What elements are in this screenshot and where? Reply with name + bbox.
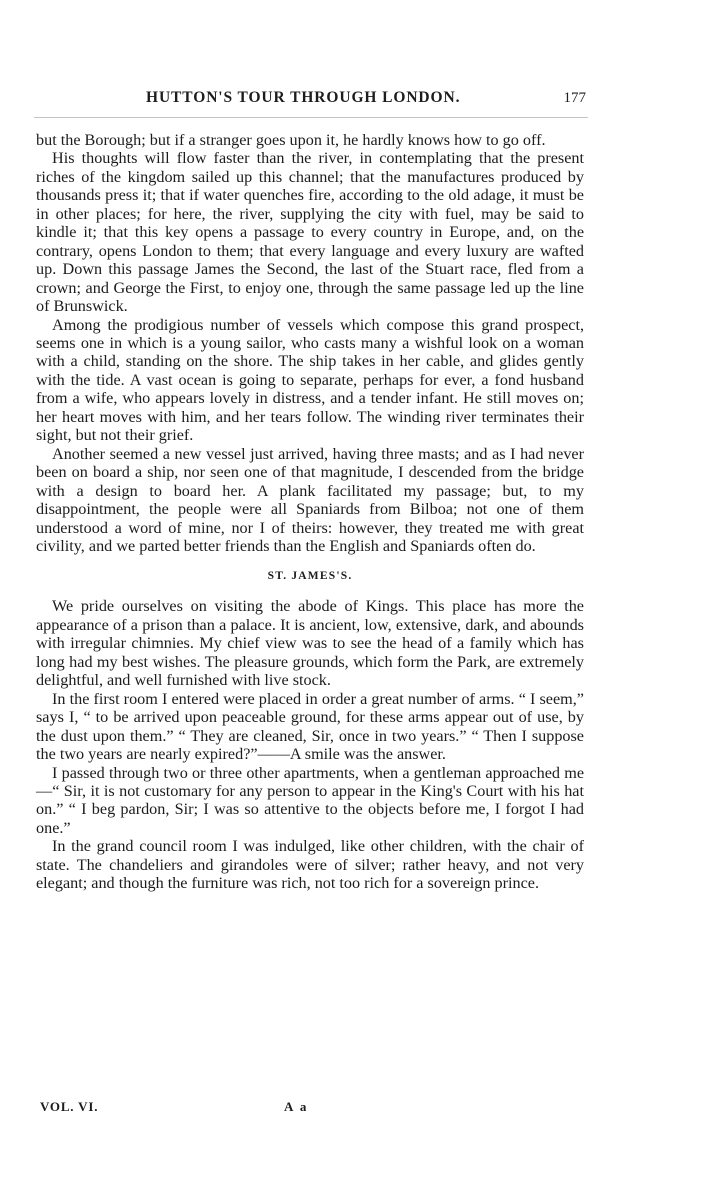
header-rule — [34, 117, 588, 118]
page-footer — [40, 1099, 560, 1119]
signature-mark: A a — [284, 1099, 309, 1114]
section-heading: ST. JAMES'S. — [267, 570, 353, 583]
paragraph-council-room: In the grand council room I was indulged, like other children, with the chair of state. The chandeliers and girandoles were of silver; rather heavy, and not very elegant; and though the furniture was rich, not too rich for a sovereign prince. — [36, 837, 584, 893]
paragraph-sailor: Among the prodigious number of vessels which compose this grand prospect, seems one in which is a young sailor, who casts many a wishful look on a woman with a child, standing on the shore. The ship takes in her cable, and glides gently with the tide. A vast ocean is going to separate, perhaps for ever, a fond husband from a wife, who appears lovely in distress, and a tender infant. He still moves on; her heart moves with him, and her tears follow. The winding river terminates their sight, but not their grief. — [36, 315, 584, 445]
running-head — [36, 89, 588, 113]
paragraph-arms-room: In the first room I entered were placed in order a great number of arms. “ I seem,” says I, “ to be arrived upon peaceable ground, for these arms appear out of use, by the dust upon them.” “ They are cleaned, Sir, once in two years.” “ Then I suppose the two years are nearly expired?”——A smile was the answer. — [36, 689, 584, 764]
paragraph-continuation: but the Borough; but if a stranger goes upon it, he hardly knows how to go off. — [36, 131, 546, 149]
page-number: 177 — [563, 90, 586, 106]
paragraph-hat: I passed through two or three other apartments, when a gentleman approached me—“ Sir, it is not customary for any person to appear in the King's Court with his hat on.” “ I beg pardon, Sir; I was so attentive to the objects before me, I forgot I had one.” — [36, 763, 584, 837]
paragraph-abode-of-kings: We pride ourselves on visiting the abode of Kings. This place has more the appearance of a prison than a palace. It is ancient, low, extensive, dark, and abounds with irregular chimnies. My chief view was to see the head of a family which has long had my best wishes. The pleasure grounds, which form the Park, are extremely delightful, and well furnished with live stock. — [36, 597, 584, 690]
paragraph-spanish-vessel: Another seemed a new vessel just arrived, having three masts; and as I had never been on board a ship, nor seen one of that magnitude, I descended from the bridge with a design to board her. A plank facilitated my passage; but, to my disappointment, the people were all Spaniards from Bilboa; not one of them understood a word of mine, nor I of theirs: however, they treated me with great civility, and we parted better friends than the English and Spaniards often do. — [36, 444, 584, 555]
volume-label: VOL. VI. — [40, 1099, 99, 1114]
body-text — [36, 131, 584, 893]
running-title: HUTTON'S TOUR THROUGH LONDON. — [146, 89, 461, 106]
paragraph-river-thoughts: His thoughts will flow faster than the river, in contemplating that the present riches of the kingdom sailed up this channel; that the manufactures produced by thousands press it; that if water quenches fire, according to the old adage, it must be in other places; for here, the river, supplying the city with fuel, may be said to kindle it; that this key opens a passage to every country in Europe, and, on the contrary, opens London to them; that every language and every luxury are wafted up. Down this passage James the Second, the last of the Stuart race, fled from a crown; and George the First, to enjoy one, through the same passage led up the line of Brunswick. — [36, 149, 584, 316]
